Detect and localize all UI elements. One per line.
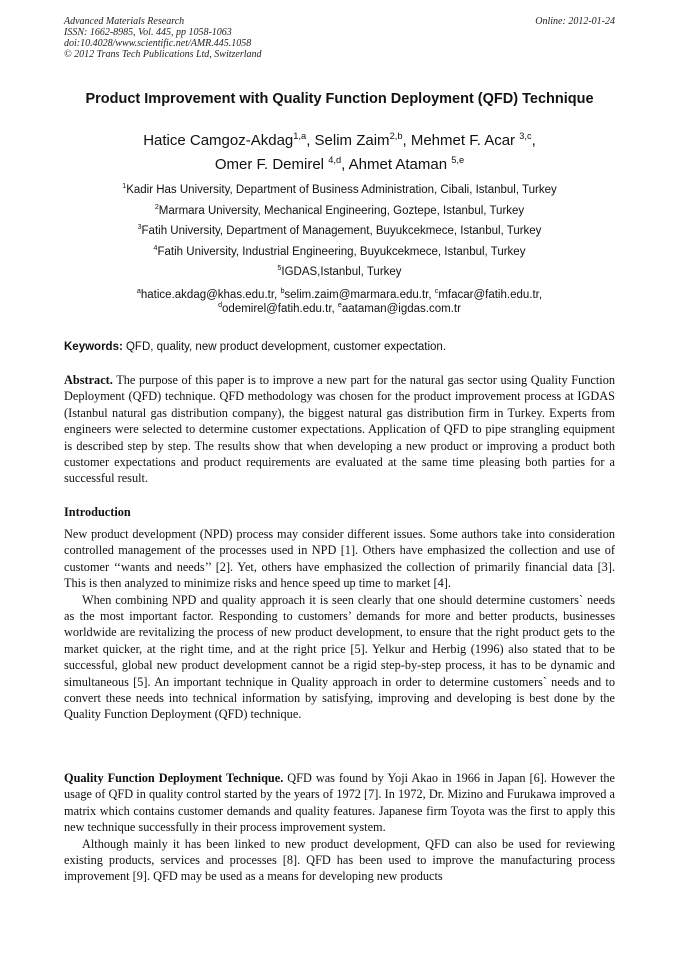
email-sup: e <box>337 301 342 310</box>
paper-title: Product Improvement with Quality Function Deployment (QFD) Technique <box>85 91 594 107</box>
affiliation-item <box>64 201 615 222</box>
keywords-section <box>64 340 615 355</box>
qfd-paragraph-1: QFD was found by Yoji Akao in 1966 in Japan [6]. However the usage of QFD in quality control started by the years of 1972 [7]. In 1972, Dr. Mizino and Furukawa improved a matrix which contains customer demands and quality features. Japanese firm Toyota was the first to apply this new technique successfully in their process improvement system. <box>64 771 615 835</box>
author-name: Omer F. Demirel <box>214 156 325 173</box>
affiliation-item <box>64 242 615 263</box>
author-line-2: Omer F. Demirel $^{4,d}$, Ahmet Ataman $^{5,e}$ <box>214 155 465 173</box>
author-sup: 5,e <box>451 155 465 165</box>
email-sup: a <box>136 287 141 296</box>
journal-header <box>64 16 615 60</box>
affiliation-text: Fatih University, Department of Management, Buyukcekmece, Istanbul, Turkey <box>141 225 542 237</box>
affiliation-list <box>64 180 615 283</box>
keywords-text: QFD, quality, new product development, customer expectation. <box>122 341 447 353</box>
affiliation-text: Fatih University, Industrial Engineering, Buyukcekmece, Istanbul, Turkey <box>157 245 526 258</box>
author-line-1: Hatice Camgoz-Akdag$^{1,a}$, Selim Zaim$^{2,b}$, Mehmet F. Acar $^{3,c}$, <box>143 131 536 149</box>
affiliation-num: 2 <box>154 202 159 211</box>
affiliation-num: 4 <box>153 243 158 252</box>
email-link[interactable]: odemirel@fatih.edu.tr, <box>222 303 338 315</box>
email-link[interactable]: mfacar@fatih.edu.tr, <box>438 289 543 301</box>
author-list <box>64 129 615 177</box>
email-link[interactable]: selim.zaim@marmara.edu.tr, <box>284 289 435 301</box>
abstract-label: Abstract. <box>64 373 113 387</box>
introduction-paragraph-2: When combining NPD and quality approach it is seen clearly that one should determine customers` needs as the most important factor. Responding to customers’ demands for more and better products, businesses worldwide are revitalizing the process of new product development, to ensure that the right product gets to the market quicker, at the right time, and at the right price [5]. Yelkur and Herbig (1996) also stated that to be successful, global new product development cannot be a rigid step-by-step process, it has to be dynamic and simultaneous [5]. An important technique in Quality approach in order to determine customers` needs and to convert these needs into technical information by satisfying, improving and developing is best done by the Quality Function Deployment (QFD) technique. <box>64 592 615 722</box>
online-date: Online: 2012-01-24 <box>535 16 615 27</box>
email-sup: c <box>434 287 439 296</box>
qfd-section <box>64 770 615 885</box>
email-link[interactable]: aataman@igdas.com.tr <box>341 303 461 315</box>
abstract-text: The purpose of this paper is to improve a new part for the natural gas sector using Quality Function Deployment (QFD) technique. QFD methodology was chosen for the product improvement process at IGDAS (Istanbul natural gas distribution company), the biggest natural gas distribution firm in Turkey. Experts from engineers were selected to determine customer expectations. Application of QFD to pipe strangling equipment is described step by step. The results show that when developing a new product or improving a product both customer expectations and product requirements are evaluated at the same time pleasing both parties for a successful result. <box>64 373 615 486</box>
email-line-2 <box>64 302 615 316</box>
qfd-heading: Quality Function Deployment Technique. <box>64 771 284 785</box>
copyright-line: © 2012 Trans Tech Publications Ltd, Switzerland <box>64 49 262 60</box>
affiliation-item <box>64 221 615 242</box>
introduction-section <box>64 526 615 723</box>
affiliation-num: 3 <box>137 223 142 232</box>
author-sup: 2,b <box>389 131 403 141</box>
affiliation-item <box>64 262 615 283</box>
issn-line: ISSN: 1662-8985, Vol. 445, pp 1058-1063 <box>64 27 232 38</box>
author-sup: 3,c <box>519 131 532 141</box>
journal-name: Advanced Materials Research <box>64 16 185 27</box>
doi-line[interactable]: doi:10.4028/www.scientific.net/AMR.445.1058 <box>64 38 252 49</box>
affiliation-text: Marmara University, Mechanical Engineering, Goztepe, Istanbul, Turkey <box>158 204 525 217</box>
email-list <box>64 288 615 316</box>
affiliation-num: 5 <box>277 264 282 273</box>
author-sup: 1,a <box>293 131 307 141</box>
email-link[interactable]: hatice.akdag@khas.edu.tr, <box>140 289 281 301</box>
keywords-label: Keywords: <box>64 341 123 353</box>
affiliation-text: IGDAS,Istanbul, Turkey <box>281 266 402 278</box>
author-name: Ahmet Ataman <box>348 156 448 173</box>
introduction-heading: Introduction <box>64 505 131 519</box>
author-name: Selim Zaim <box>314 132 390 149</box>
affiliation-num: 1 <box>122 182 127 191</box>
email-sup: b <box>280 287 285 296</box>
affiliation-item <box>64 180 615 201</box>
qfd-paragraph-2: Although mainly it has been linked to new product development, QFD can also be used for reviewing existing products, services and processes [8]. QFD has been used to improve the manufacturing process improvement [9]. QFD may be used as a means for developing new products <box>64 836 615 884</box>
introduction-paragraph-1: New product development (NPD) process may consider different issues. Some authors take into consideration controlled management of the processes used in NPD [1]. Others have emphasized the collection and use of customer ‘‘wants and needs’’ [2]. Yet, others have emphasized the collection of primarily financial data [3]. This is then analyzed to minimize risks and hence speed up time to market [4]. <box>64 527 615 591</box>
abstract-section <box>64 372 615 487</box>
email-sup: d <box>218 301 223 310</box>
author-sup: 4,d <box>328 155 342 165</box>
email-line-1 <box>64 288 615 302</box>
author-name: Hatice Camgoz-Akdag <box>143 132 294 149</box>
author-name: Mehmet F. Acar <box>410 132 516 149</box>
affiliation-text: Kadir Has University, Department of Business Administration, Cibali, Istanbul, Turkey <box>126 184 557 196</box>
